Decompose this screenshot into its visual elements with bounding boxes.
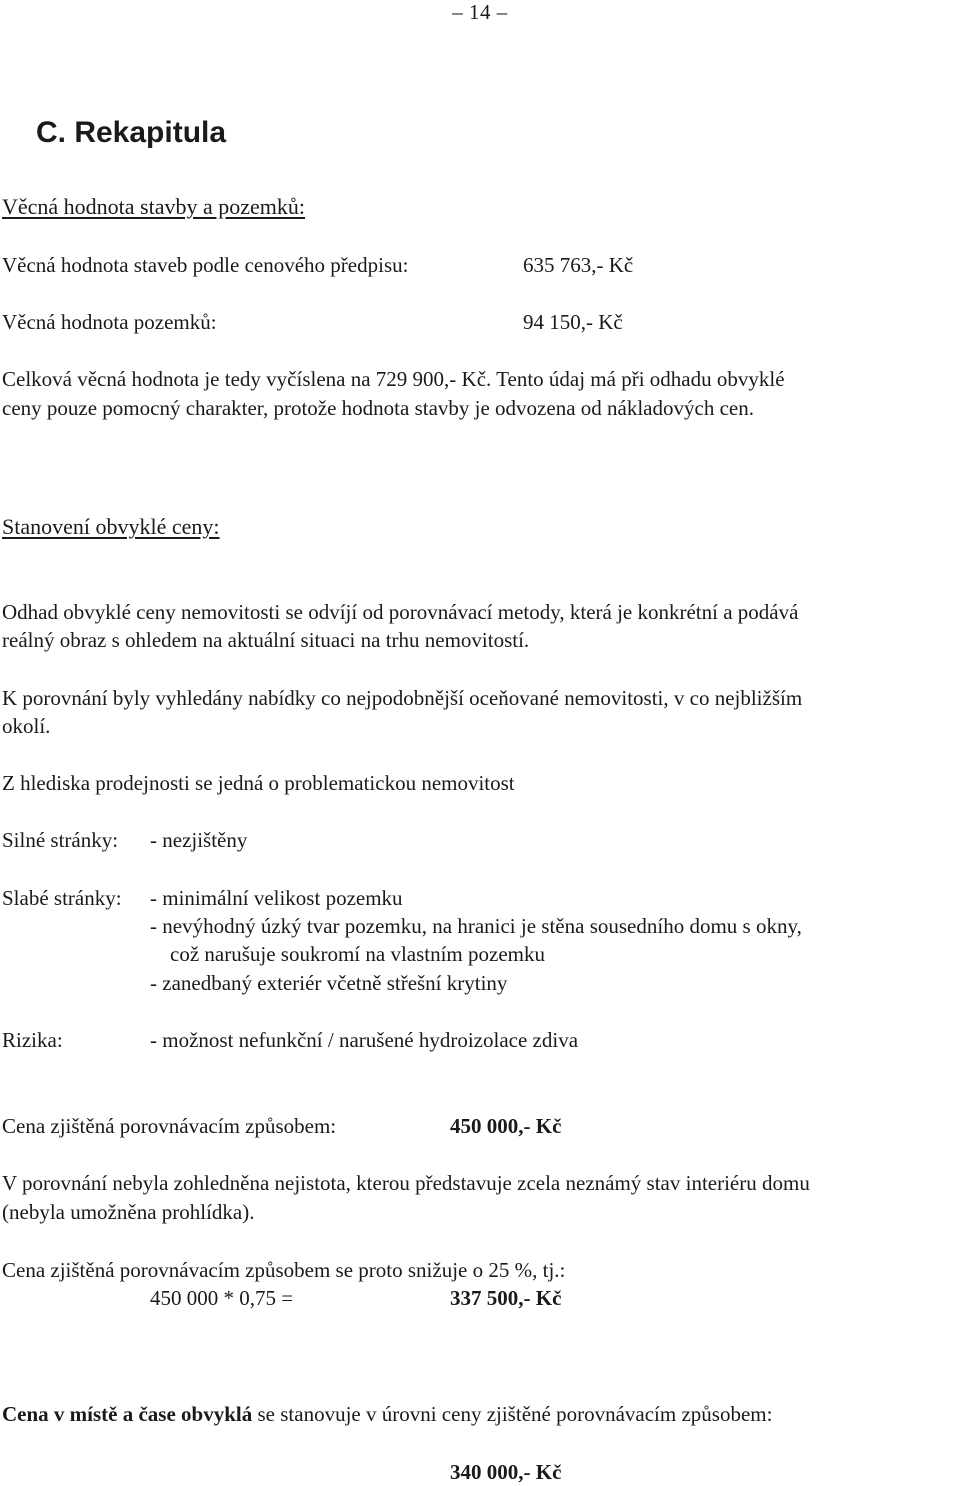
- slabe-item-continuation: což narušuje soukromí na vlastním pozemku: [170, 942, 545, 966]
- calc-expression: 450 000 * 0,75 =: [150, 1286, 294, 1310]
- silne-item: - nezjištěny: [150, 828, 248, 852]
- cena-note-line2: (nebyla umožněna prohlídka).: [2, 1200, 255, 1224]
- final-statement: [2, 1404, 772, 1425]
- page-number: – 14 –: [452, 0, 508, 24]
- reduction-text: Cena zjištěná porovnávacím způsobem se proto snižuje o 25 %, tj.:: [2, 1258, 566, 1282]
- slabe-label: Slabé stránky:: [2, 886, 122, 910]
- porovnavaci-value: 450 000,- Kč: [450, 1114, 562, 1138]
- obvykla-p2-line2: okolí.: [2, 714, 51, 738]
- section-title: C. Rekapitula: [36, 116, 227, 149]
- vecna-row-pozemky-label: Věcná hodnota pozemků:: [2, 310, 217, 334]
- rizika-label: Rizika:: [2, 1028, 63, 1052]
- vecna-summary-line2: ceny pouze pomocný charakter, protože hodnota stavby je odvozena od nákladových cen.: [2, 396, 754, 420]
- obvykla-p1-line1: Odhad obvyklé ceny nemovitosti se odvíjí od porovnávací metody, která je konkrétní a podává: [2, 600, 799, 624]
- vecna-row-pozemky-value: 94 150,- Kč: [523, 310, 623, 334]
- final-value: 340 000,- Kč: [450, 1460, 562, 1484]
- vecna-row-stavby-value: 635 763,- Kč: [523, 253, 634, 277]
- final-bold: Cena v místě a čase obvyklá: [2, 1402, 253, 1426]
- obvykla-p1-line2: reálný obraz s ohledem na aktuální situaci na trhu nemovitostí.: [2, 628, 530, 652]
- slabe-item: - minimální velikost pozemku: [150, 886, 403, 910]
- slabe-item: - zanedbaný exteriér včetně střešní krytiny: [150, 971, 508, 995]
- cena-note-line1: V porovnání nebyla zohledněna nejistota, kterou představuje zcela neznámý stav interiéru domu: [2, 1171, 810, 1195]
- rizika-item: - možnost nefunkční / narušené hydroizolace zdiva: [150, 1028, 579, 1052]
- silne-label: Silné stránky:: [2, 828, 119, 852]
- final-rest: se stanovuje v úrovni ceny zjištěné porovnávacím způsobem:: [252, 1402, 773, 1426]
- calc-result: 337 500,- Kč: [450, 1286, 562, 1310]
- vecna-row-stavby-label: Věcná hodnota staveb podle cenového předpisu:: [2, 253, 409, 277]
- obvykla-p3: Z hlediska prodejnosti se jedná o problematickou nemovitost: [2, 771, 515, 795]
- vecna-heading: Věcná hodnota stavby a pozemků:: [2, 194, 306, 219]
- slabe-item: - nevýhodný úzký tvar pozemku, na hranici je stěna sousedního domu s okny,: [150, 914, 802, 938]
- obvykla-heading: Stanovení obvyklé ceny:: [2, 514, 220, 539]
- vecna-summary-line1: Celková věcná hodnota je tedy vyčíslena na 729 900,- Kč. Tento údaj má při odhadu obvyklé: [2, 367, 785, 391]
- obvykla-p2-line1: K porovnání byly vyhledány nabídky co nejpodobnější oceňované nemovitosti, v co nejbližším: [2, 686, 803, 710]
- porovnavaci-label: Cena zjištěná porovnávacím způsobem:: [2, 1114, 337, 1138]
